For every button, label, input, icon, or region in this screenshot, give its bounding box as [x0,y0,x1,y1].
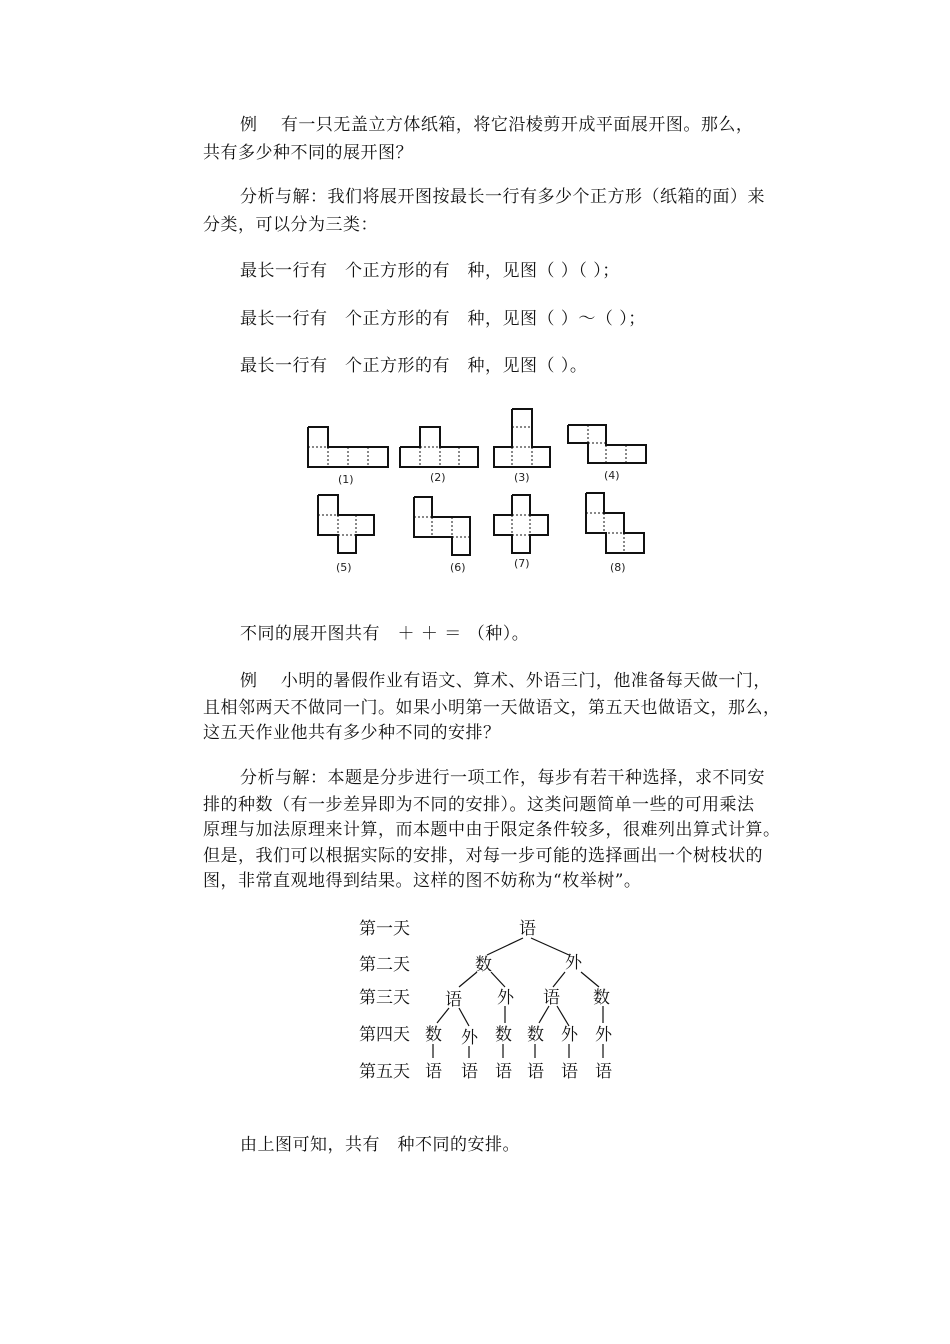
tree-node-day3-2: 外 [497,988,514,1008]
analysis2-line-4: 但是，我们可以根据实际的安排，对每一步可能的选择画出一个树枝状的 [203,846,763,866]
day-label-1: 第一天 [359,919,410,939]
tree-node-day4-3: 数 [495,1025,512,1045]
total-line: 不同的展开图共有 ＋ ＋ ＝ （种）。 [240,624,530,644]
tree-node-day4-5: 外 [561,1025,578,1045]
tree-node-day3-1: 语 [445,990,462,1010]
example2-line-1: 例 小明的暑假作业有语文、算术、外语三门，他准备每天做一门， [240,671,771,691]
net-label-2: (2) [430,471,446,484]
category-line-2: 最长一行有 个正方形的有 种，见图（ ）～（ ）； [240,309,646,329]
net-2 [400,427,478,467]
net-label-7: (7) [514,557,530,570]
net-label-5: (5) [336,561,352,574]
tree-node-day5-2: 语 [461,1062,478,1082]
tree-node-day4-2: 外 [461,1028,478,1048]
tree-node-day4-6: 外 [595,1025,612,1045]
category-line-3: 最长一行有 个正方形的有 种，见图（ ）。 [240,356,588,376]
net-label-8: (8) [610,561,626,574]
net-label-3: (3) [514,471,530,484]
tree-node-day2-2: 外 [565,953,582,973]
category-line-1: 最长一行有 个正方形的有 种，见图（ ）（ ）； [240,261,620,281]
example2-line-2: 且相邻两天不做同一门。如果小明第一天做语文，第五天也做语文，那么， [203,698,781,718]
example1-line-2: 共有多少种不同的展开图？ [203,143,413,163]
tree-node-day5-4: 语 [527,1062,544,1082]
net-6 [414,497,470,555]
net-label-6: (6) [450,561,466,574]
example2-line-3: 这五天作业他共有多少种不同的安排？ [203,723,501,743]
tree-node-day5-5: 语 [561,1062,578,1082]
net-label-1: (1) [338,473,354,486]
analysis2-line-5: 图，非常直观地得到结果。这样的图不妨称为“枚举树”。 [203,871,642,891]
net-label-4: (4) [604,469,620,482]
analysis1-line-1: 分析与解：我们将展开图按最长一行有多少个正方形（纸箱的面）来 [240,187,765,207]
analysis2-line-2: 排的种数（有一步差异即为不同的安排）。这类问题简单一些的可用乘法 [203,795,755,815]
tree-node-day4-4: 数 [527,1025,544,1045]
day-label-5: 第五天 [359,1062,410,1082]
tree-node-day5-3: 语 [495,1062,512,1082]
day-label-3: 第三天 [359,988,410,1008]
day-label-4: 第四天 [359,1025,410,1045]
day-label-2: 第二天 [359,955,410,975]
analysis2-line-3: 原理与加法原理来计算，而本题中由于限定条件较多，很难列出算式计算。 [203,820,781,840]
tree-node-day5-1: 语 [425,1062,442,1082]
analysis2-line-1: 分析与解：本题是分步进行一项工作，每步有若干种选择，求不同安 [240,768,765,788]
tree-node-day3-3: 语 [543,988,560,1008]
conclusion-line: 由上图可知，共有 种不同的安排。 [240,1135,520,1155]
cube-nets-figure [300,405,660,580]
net-4 [568,425,646,463]
enumeration-tree [355,910,625,1090]
tree-node-day1: 语 [519,919,536,939]
tree-node-day5-6: 语 [595,1062,612,1082]
net-1 [308,427,388,467]
tree-node-day2-1: 数 [475,955,492,975]
net-7 [494,495,548,553]
example1-line-1: 例 有一只无盖立方体纸箱，将它沿棱剪开成平面展开图。那么， [240,115,754,135]
net-8 [586,493,644,553]
tree-node-day3-4: 数 [593,988,610,1008]
analysis1-line-2: 分类，可以分为三类： [203,215,378,235]
net-3 [494,409,550,467]
net-5 [318,495,374,553]
tree-node-day4-1: 数 [425,1025,442,1045]
